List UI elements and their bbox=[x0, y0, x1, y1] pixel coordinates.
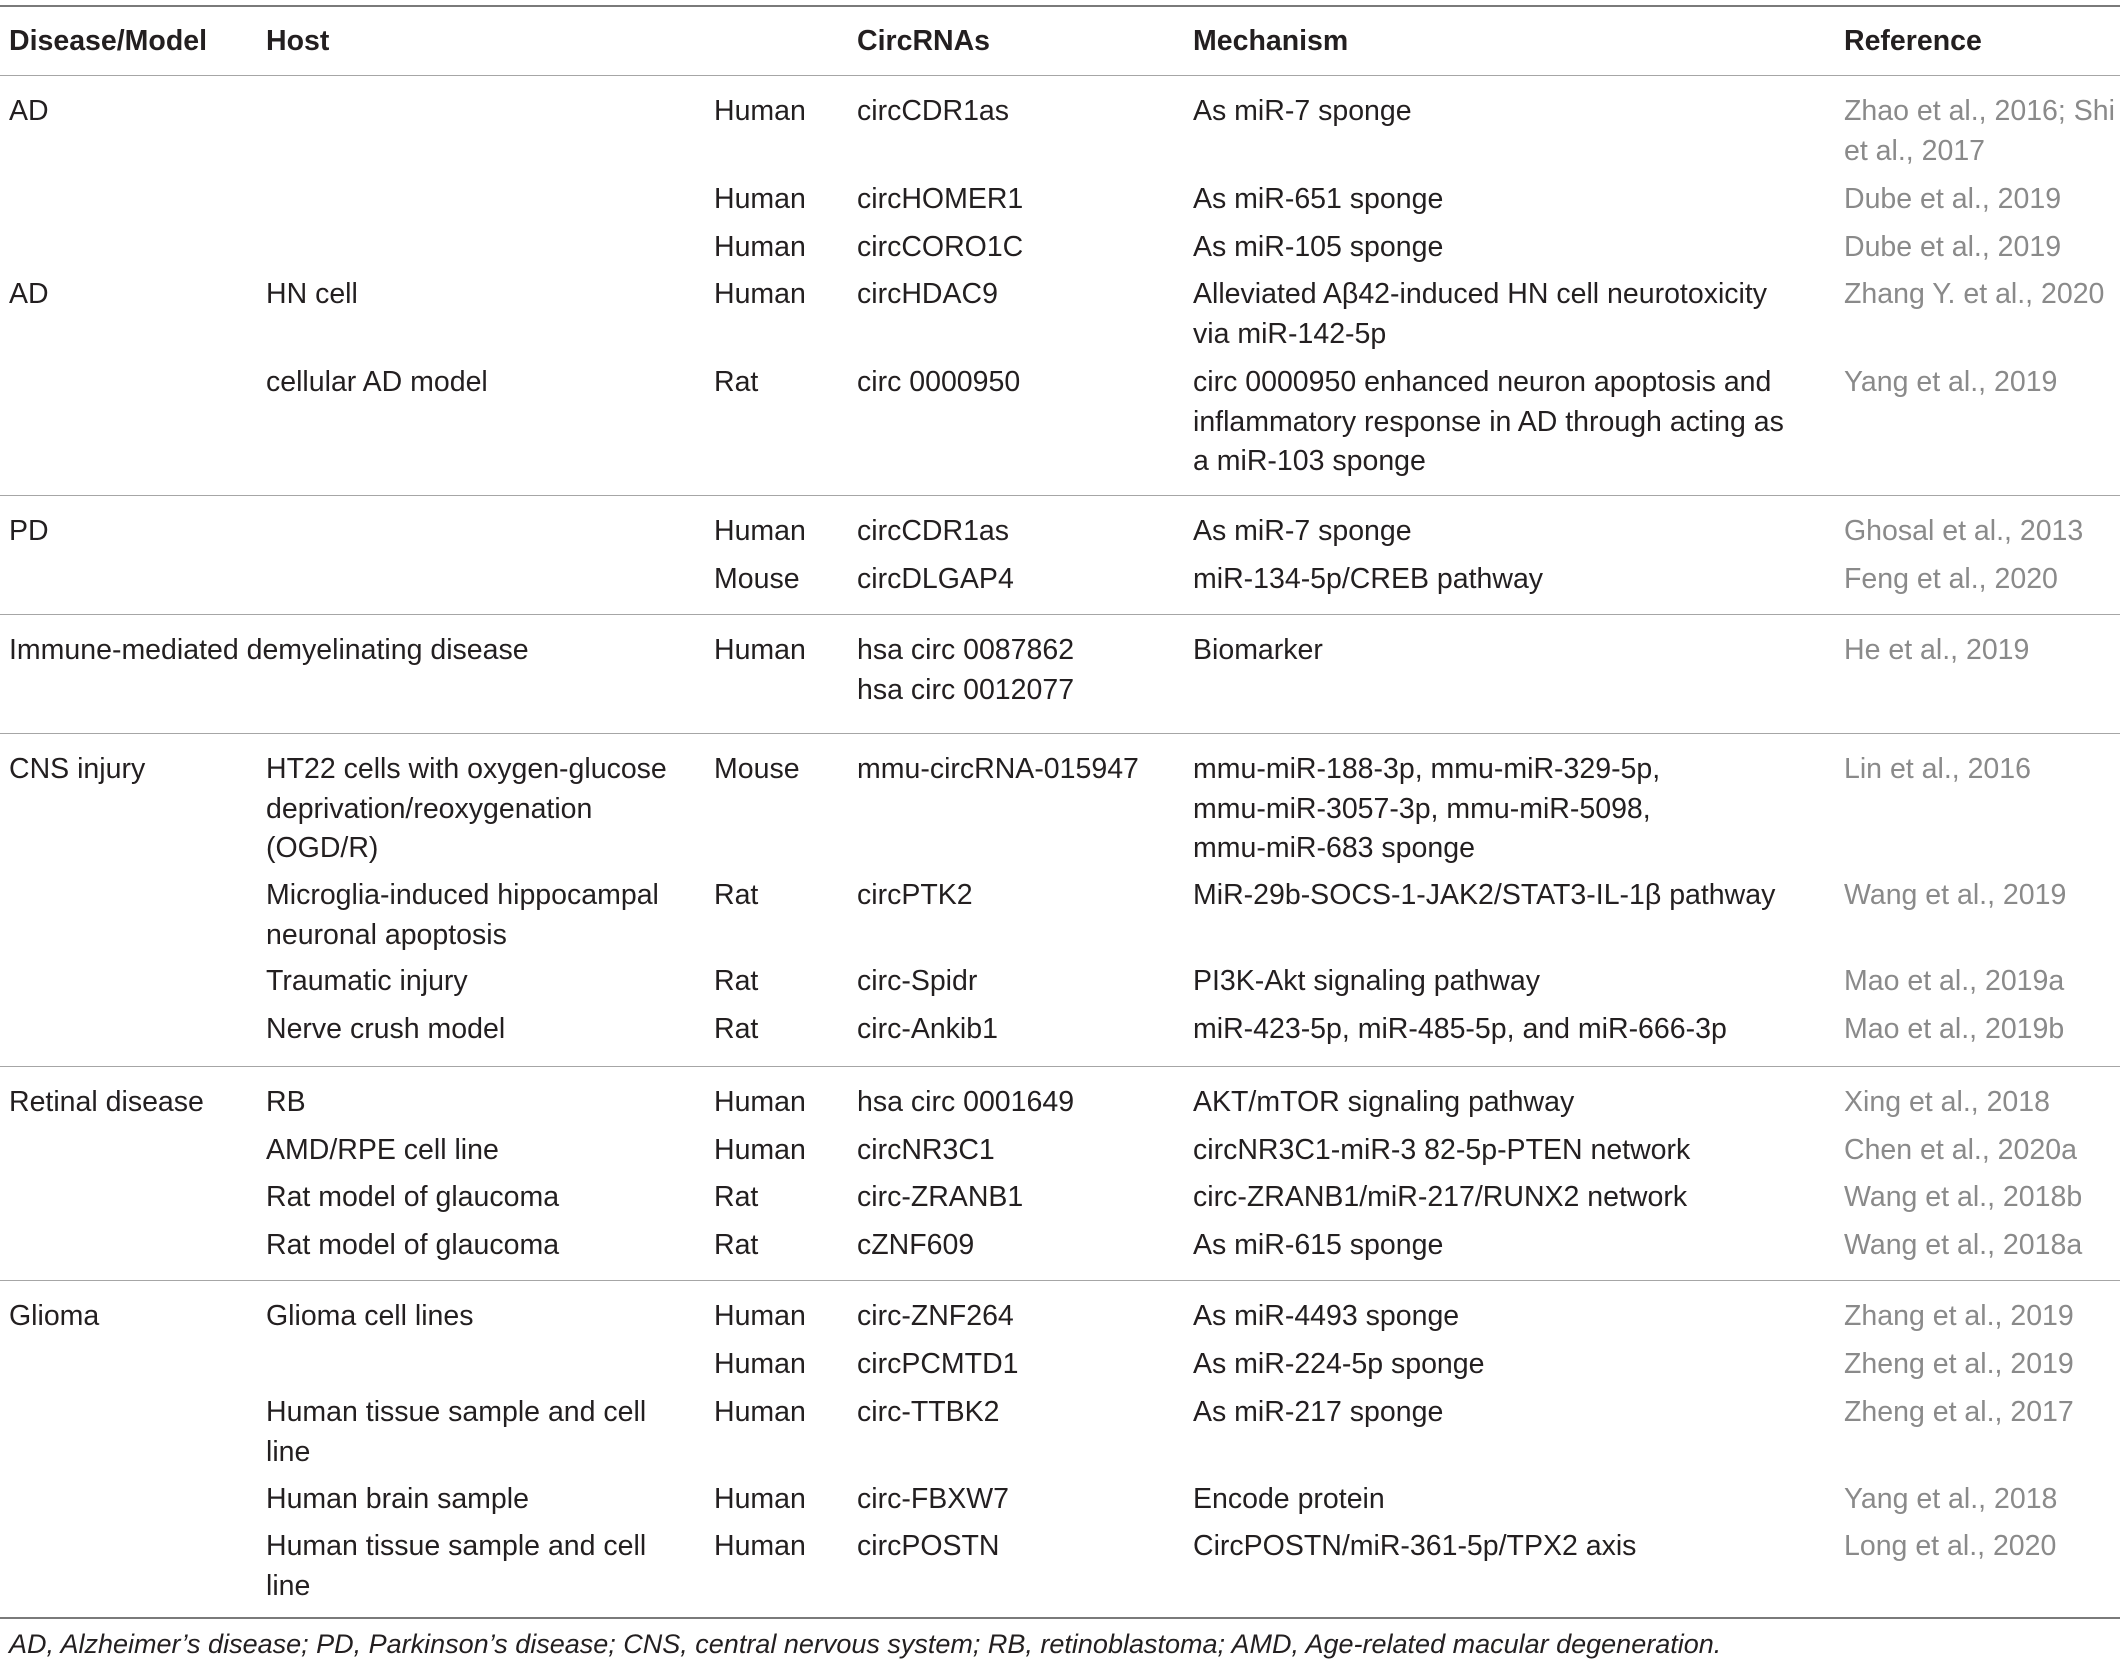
mechanism-cell: As miR-105 sponge bbox=[1193, 231, 1444, 263]
reference-cell: Chen et al., 2020a bbox=[1844, 1134, 2077, 1166]
mechanism-cell: As miR-224-5p sponge bbox=[1193, 1348, 1485, 1380]
circrna-cell: mmu-circRNA-015947 bbox=[857, 753, 1139, 785]
circrna-cell: circNR3C1 bbox=[857, 1134, 995, 1166]
table-rule bbox=[0, 1617, 2120, 1619]
reference-cell: Long et al., 2020 bbox=[1844, 1530, 2057, 1562]
circrna-cell: hsa circ 0001649 bbox=[857, 1086, 1075, 1118]
host-cell: Rat bbox=[714, 1013, 759, 1045]
circrna-cell: circCDR1as bbox=[857, 515, 1010, 547]
reference-cell: Zhang Y. et al., 2020 bbox=[1844, 278, 2105, 310]
circrna-cell: circPCMTD1 bbox=[857, 1348, 1019, 1380]
host-cell: Human bbox=[714, 1300, 806, 1332]
disease-cell: Immune-mediated demyelinating disease bbox=[9, 634, 529, 666]
model-cell: RB bbox=[266, 1086, 306, 1118]
table-rule bbox=[0, 1280, 2120, 1281]
circrna-cell: hsa circ 0087862 hsa circ 0012077 bbox=[857, 634, 1075, 706]
reference-cell: Wang et al., 2018a bbox=[1844, 1229, 2083, 1261]
table-rule bbox=[0, 614, 2120, 615]
mechanism-cell: circNR3C1-miR-3 82-5p-PTEN network bbox=[1193, 1134, 1691, 1166]
model-cell: HT22 cells with oxygen-glucose deprivation/reoxygenation (OGD/R) bbox=[266, 753, 667, 864]
reference-cell: Zhang et al., 2019 bbox=[1844, 1300, 2074, 1332]
host-cell: Mouse bbox=[714, 563, 800, 595]
table-footnote: AD, Alzheimer’s disease; PD, Parkinson’s disease; CNS, central nervous system; RB, retinoblastoma; AMD, Age-related macular degeneration. bbox=[9, 1629, 1722, 1659]
circrna-cell: circCDR1as bbox=[857, 95, 1010, 127]
circrna-cell: circDLGAP4 bbox=[857, 563, 1014, 595]
host-cell: Human bbox=[714, 634, 806, 666]
model-cell: Human tissue sample and cell line bbox=[266, 1530, 647, 1602]
disease-cell: CNS injury bbox=[9, 753, 146, 785]
circrna-cell: circ 0000950 bbox=[857, 366, 1021, 398]
reference-cell: Mao et al., 2019a bbox=[1844, 965, 2065, 997]
model-cell: Human brain sample bbox=[266, 1483, 529, 1515]
reference-cell: Wang et al., 2019 bbox=[1844, 879, 2067, 911]
reference-cell: Wang et al., 2018b bbox=[1844, 1181, 2083, 1213]
header-reference: Reference bbox=[1844, 25, 1982, 57]
circrna-cell: circPOSTN bbox=[857, 1530, 1000, 1562]
mechanism-cell: MiR-29b-SOCS-1-JAK2/STAT3-IL-1β pathway bbox=[1193, 879, 1776, 911]
host-cell: Human bbox=[714, 1530, 806, 1562]
disease-cell: PD bbox=[9, 515, 49, 547]
host-cell: Human bbox=[714, 183, 806, 215]
table-rule bbox=[0, 495, 2120, 496]
mechanism-cell: AKT/mTOR signaling pathway bbox=[1193, 1086, 1575, 1118]
table-rule bbox=[0, 5, 2120, 7]
disease-cell: AD bbox=[9, 95, 49, 127]
reference-cell: Zhao et al., 2016; Shi et al., 2017 bbox=[1844, 95, 2115, 167]
host-cell: Rat bbox=[714, 965, 759, 997]
reference-cell: Lin et al., 2016 bbox=[1844, 753, 2031, 785]
circrna-cell: circ-TTBK2 bbox=[857, 1396, 1000, 1428]
mechanism-cell: As miR-7 sponge bbox=[1193, 95, 1412, 127]
reference-cell: He et al., 2019 bbox=[1844, 634, 2030, 666]
header-disease-model: Disease/Model bbox=[9, 25, 207, 57]
table-rule bbox=[0, 75, 2120, 76]
mechanism-cell: Biomarker bbox=[1193, 634, 1323, 666]
header-circrnas: CircRNAs bbox=[857, 25, 991, 57]
reference-cell: Ghosal et al., 2013 bbox=[1844, 515, 2084, 547]
table-rule bbox=[0, 733, 2120, 734]
model-cell: cellular AD model bbox=[266, 366, 488, 398]
circrna-cell: circ-Ankib1 bbox=[857, 1013, 998, 1045]
disease-cell: AD bbox=[9, 278, 49, 310]
model-cell: Microglia-induced hippocampal neuronal apoptosis bbox=[266, 879, 659, 951]
disease-cell: Glioma bbox=[9, 1300, 100, 1332]
disease-cell: Retinal disease bbox=[9, 1086, 204, 1118]
host-cell: Human bbox=[714, 231, 806, 263]
reference-cell: Zheng et al., 2017 bbox=[1844, 1396, 2074, 1428]
mechanism-cell: miR-134-5p/CREB pathway bbox=[1193, 563, 1544, 595]
mechanism-cell: As miR-651 sponge bbox=[1193, 183, 1444, 215]
reference-cell: Feng et al., 2020 bbox=[1844, 563, 2058, 595]
mechanism-cell: Alleviated Aβ42-induced HN cell neurotoxicity via miR-142-5p bbox=[1193, 278, 1768, 350]
header-host: Host bbox=[266, 25, 330, 57]
circrna-cell: circ-Spidr bbox=[857, 965, 978, 997]
host-cell: Rat bbox=[714, 879, 759, 911]
host-cell: Rat bbox=[714, 1181, 759, 1213]
mechanism-cell: As miR-615 sponge bbox=[1193, 1229, 1444, 1261]
host-cell: Human bbox=[714, 1134, 806, 1166]
circrna-cell: circ-FBXW7 bbox=[857, 1483, 1009, 1515]
mechanism-cell: PI3K-Akt signaling pathway bbox=[1193, 965, 1540, 997]
model-cell: Traumatic injury bbox=[266, 965, 468, 997]
mechanism-cell: As miR-217 sponge bbox=[1193, 1396, 1444, 1428]
mechanism-cell: As miR-7 sponge bbox=[1193, 515, 1412, 547]
model-cell: AMD/RPE cell line bbox=[266, 1134, 499, 1166]
model-cell: Glioma cell lines bbox=[266, 1300, 474, 1332]
model-cell: Rat model of glaucoma bbox=[266, 1181, 560, 1213]
reference-cell: Xing et al., 2018 bbox=[1844, 1086, 2050, 1118]
host-cell: Human bbox=[714, 95, 806, 127]
reference-cell: Dube et al., 2019 bbox=[1844, 183, 2062, 215]
host-cell: Rat bbox=[714, 366, 759, 398]
mechanism-cell: circ-ZRANB1/miR-217/RUNX2 network bbox=[1193, 1181, 1688, 1213]
circrna-cell: circPTK2 bbox=[857, 879, 973, 911]
reference-cell: Mao et al., 2019b bbox=[1844, 1013, 2065, 1045]
model-cell: Nerve crush model bbox=[266, 1013, 506, 1045]
header-mechanism: Mechanism bbox=[1193, 25, 1349, 57]
host-cell: Human bbox=[714, 278, 806, 310]
host-cell: Human bbox=[714, 1396, 806, 1428]
reference-cell: Dube et al., 2019 bbox=[1844, 231, 2062, 263]
mechanism-cell: As miR-4493 sponge bbox=[1193, 1300, 1460, 1332]
host-cell: Human bbox=[714, 1348, 806, 1380]
model-cell: Human tissue sample and cell line bbox=[266, 1396, 647, 1468]
circrna-cell: circ-ZRANB1 bbox=[857, 1181, 1024, 1213]
table-rule bbox=[0, 1066, 2120, 1067]
mechanism-cell: CircPOSTN/miR-361-5p/TPX2 axis bbox=[1193, 1530, 1637, 1562]
circrna-cell: cZNF609 bbox=[857, 1229, 975, 1261]
mechanism-cell: circ 0000950 enhanced neuron apoptosis and inflammatory response in AD through acting as a miR-103 sponge bbox=[1193, 366, 1784, 477]
host-cell: Human bbox=[714, 515, 806, 547]
reference-cell: Zheng et al., 2019 bbox=[1844, 1348, 2074, 1380]
host-cell: Human bbox=[714, 1483, 806, 1515]
circrna-cell: circ-ZNF264 bbox=[857, 1300, 1014, 1332]
mechanism-cell: mmu-miR-188-3p, mmu-miR-329-5p, mmu-miR-3057-3p, mmu-miR-5098, mmu-miR-683 sponge bbox=[1193, 753, 1661, 864]
host-cell: Mouse bbox=[714, 753, 800, 785]
reference-cell: Yang et al., 2019 bbox=[1844, 366, 2058, 398]
mechanism-cell: Encode protein bbox=[1193, 1483, 1385, 1515]
model-cell: Rat model of glaucoma bbox=[266, 1229, 560, 1261]
host-cell: Rat bbox=[714, 1229, 759, 1261]
circrna-cell: circHDAC9 bbox=[857, 278, 998, 310]
mechanism-cell: miR-423-5p, miR-485-5p, and miR-666-3p bbox=[1193, 1013, 1727, 1045]
reference-cell: Yang et al., 2018 bbox=[1844, 1483, 2058, 1515]
model-cell: HN cell bbox=[266, 278, 358, 310]
circrna-cell: circCORO1C bbox=[857, 231, 1024, 263]
circrna-cell: circHOMER1 bbox=[857, 183, 1024, 215]
host-cell: Human bbox=[714, 1086, 806, 1118]
